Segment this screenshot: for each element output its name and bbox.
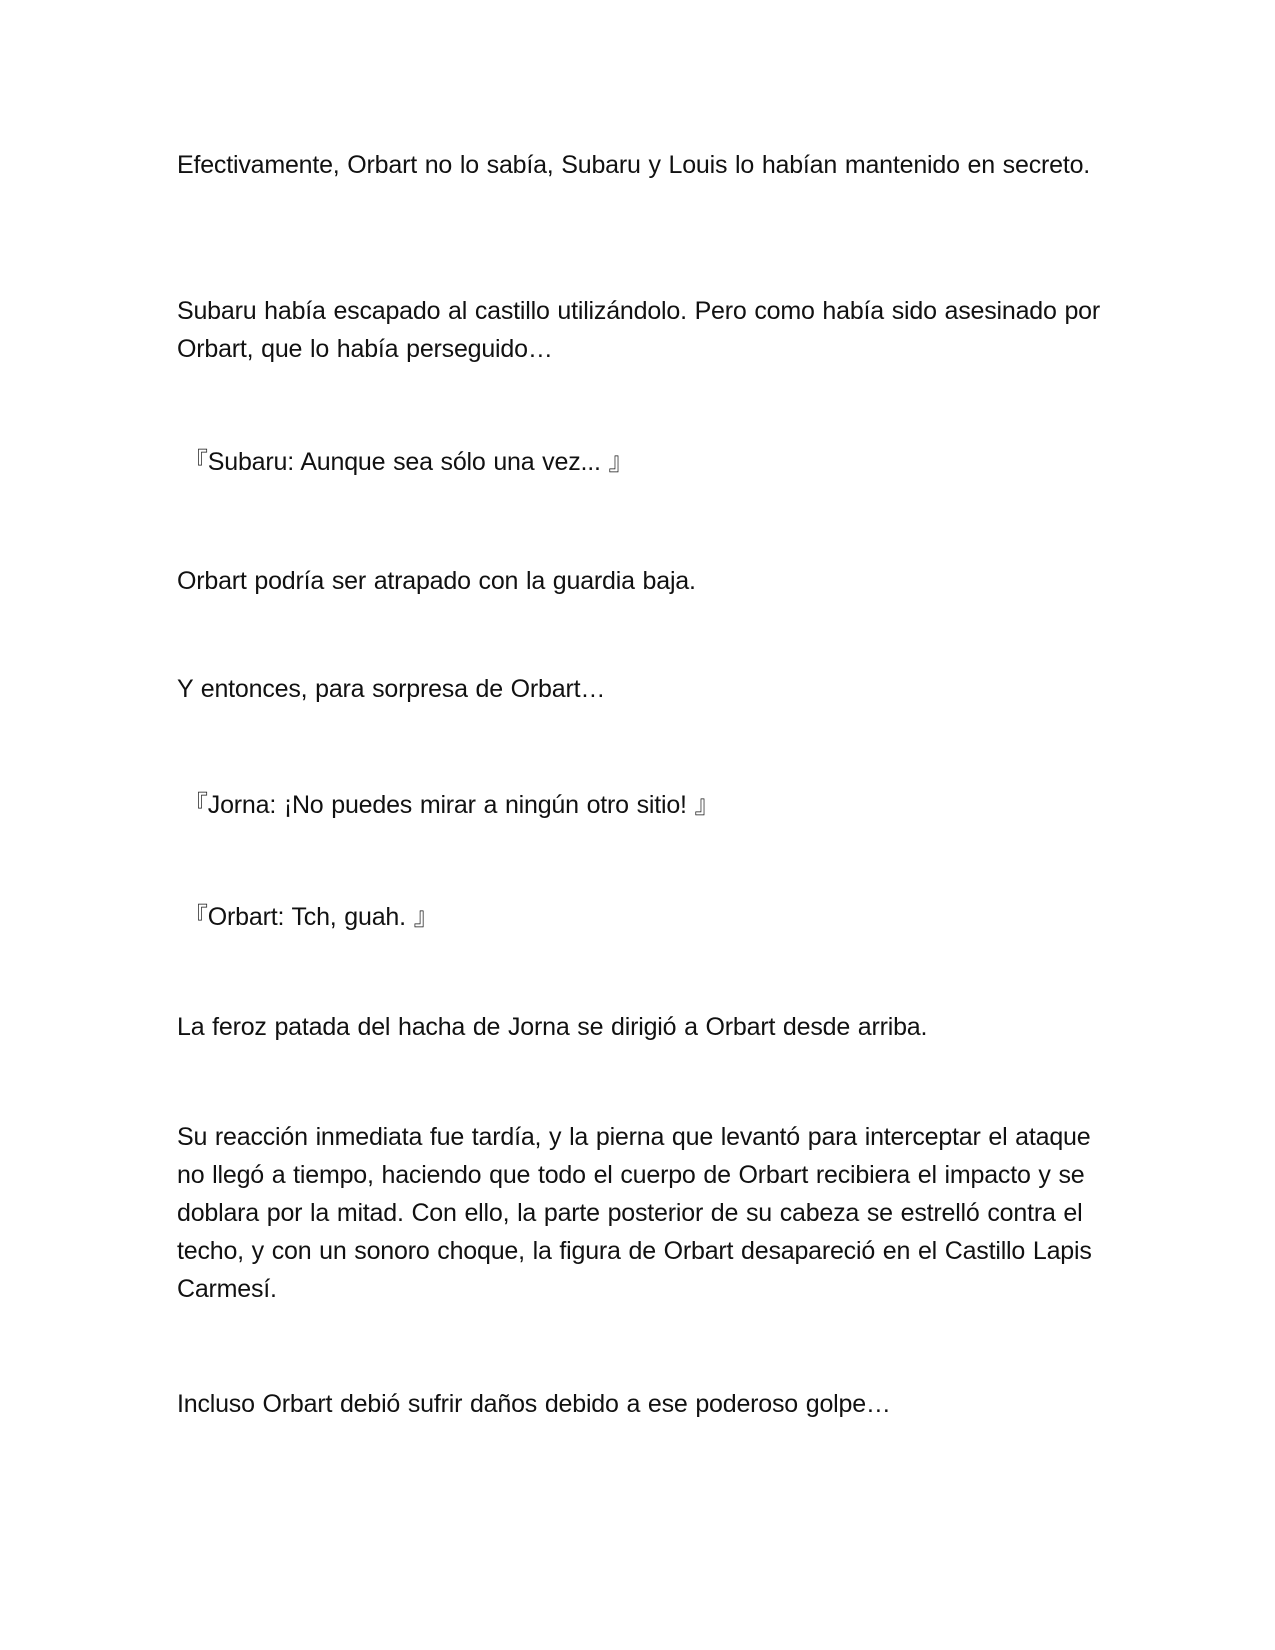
paragraph-7: Incluso Orbart debió sufrir daños debido a ese poderoso golpe… [177,1390,891,1418]
paragraph-3: Orbart podría ser atrapado con la guardia baja. [177,567,696,595]
paragraph-5: La feroz patada del hacha de Jorna se dirigió a Orbart desde arriba. [177,1013,928,1041]
dialogue-subaru: 『Subaru: Aunque sea sólo una vez... 』 [183,448,634,476]
paragraph-6: Su reacción inmediata fue tardía, y la pierna que levantó para interceptar el ataque no llegó a tiempo, haciendo que todo el cuerpo de Orbart recibiera el impacto y se doblara por la mitad. Con ello, la parte posterior de su cabeza se estrelló contra el techo, y con un sonoro choque, la figura de Orbart desapareció en el Castillo Lapis Carmesí. [177,1123,1092,1303]
paragraph-1: Efectivamente, Orbart no lo sabía, Subaru y Louis lo habían mantenido en secreto. [177,151,1091,179]
paragraph-4: Y entonces, para sorpresa de Orbart… [177,675,606,703]
dialogue-jorna: 『Jorna: ¡No puedes mirar a ningún otro sitio! 』 [183,791,720,819]
dialogue-orbart: 『Orbart: Tch, guah. 』 [183,903,439,931]
paragraph-2: Subaru había escapado al castillo utilizándolo. Pero como había sido asesinado por Orbart, que lo había perseguido… [177,297,1100,363]
